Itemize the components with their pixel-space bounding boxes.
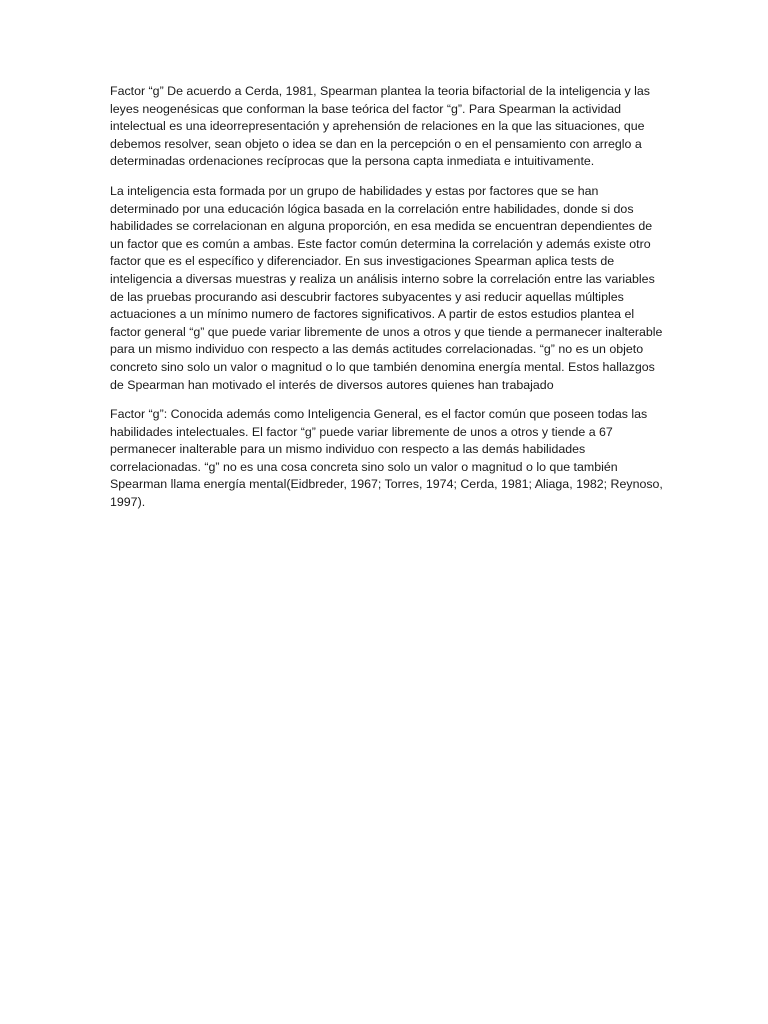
paragraph-inteligencia: La inteligencia esta formada por un grupo de habilidades y estas por factores que se han determinado por una educación lógica basada en la correlación entre habilidades, donde si dos habilidades se correlacionan en alguna proporción, en esa medida se encuentran dependientes de un factor que es común a ambas. Este factor común determina la correlación y además existe otro factor que es el específico y diferenciador. En sus investigaciones Spearman aplica tests de inteligencia a diversas muestras y realiza un análisis interno sobre la correlación entre las variables de las pruebas procurando asi descubrir factores subyacentes y asi reducir aquellas múltiples actuaciones a un mínimo numero de factores significativos. A partir de estos estudios plantea el factor general “g” que puede variar libremente de unos a otros y que tiende a permanecer inalterable para un mismo individuo con respecto a las demás actitudes correlacionadas. “g” no es un objeto concreto sino solo un valor o magnitud o lo que también denomina energía mental. Estos hallazgos de Spearman han motivado el interés de diversos autores quienes han trabajado [110,183,663,392]
paragraph-factor-g-intro: Factor “g” De acuerdo a Cerda, 1981, Spearman plantea la teoria bifactorial de la inteligencia y las leyes neogenésicas que conforman la base teórica del factor “g”. Para Spearman la actividad intelectual es una ideorrepresentación y aprehensión de relaciones en la que las situaciones, que debemos resolver, sean objeto o idea se dan en la percepción o en el pensamiento con arreglo a determinadas ordenaciones recíprocas que la persona capta inmediata e intuitivamente. [110,84,650,169]
paragraph-factor-g-definition: Factor “g”: Conocida además como Inteligencia General, es el factor común que poseen todas las habilidades intelectuales. El factor “g” puede variar libremente de unos a otros y tiende a 67 permanecer inalterable para un mismo individuo con respecto a las demás habilidades correlacionadas. “g” no es una cosa concreta sino solo un valor o magnitud o lo que también Spearman llama energía mental(Eidbreder, 1967; Torres, 1974; Cerda, 1981; Aliaga, 1982; Reynoso, 1997). [110,407,663,510]
